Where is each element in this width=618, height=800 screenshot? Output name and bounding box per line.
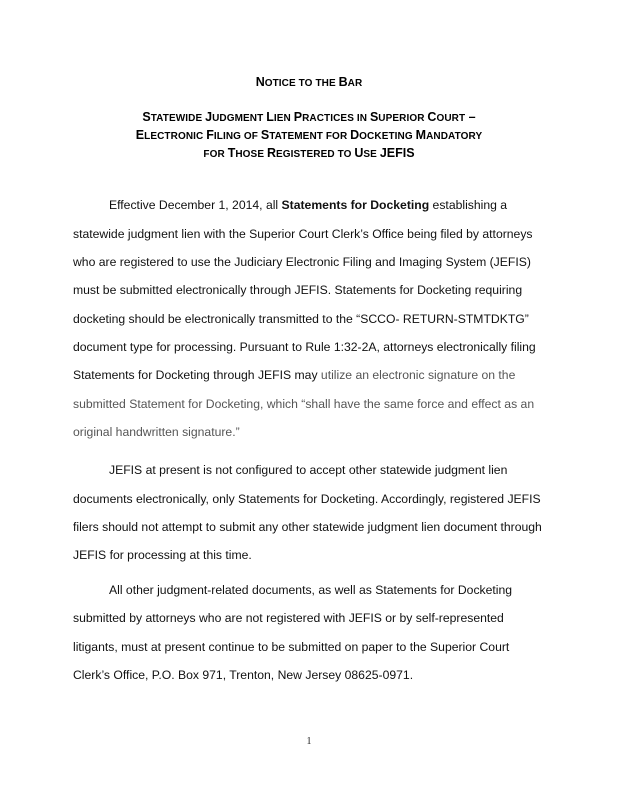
p2-line-4: JEFIS for processing at this time. xyxy=(73,548,252,562)
page-number: 1 xyxy=(306,736,312,747)
p3-line-2: submitted by attorneys who are not registered with JEFIS or by self-represented xyxy=(73,611,504,625)
p2-line-3: filers should not attempt to submit any other statewide judgment lien document through xyxy=(73,520,542,534)
p1-line-7: Statements for Docketing through JEFIS may utilize an electronic signature on the xyxy=(73,368,516,382)
notice-title: NOTICE TO THE BAR xyxy=(255,75,363,89)
subtitle-line-1: STATEWIDE JUDGMENT LIEN PRACTICES IN SUPERIOR COURT – xyxy=(142,110,476,124)
p1-line-4: must be submitted electronically through JEFIS. Statements for Docketing requiring xyxy=(73,283,523,297)
p1-line-9: original handwritten signature.” xyxy=(73,425,240,439)
subtitle-line-3: FOR THOSE REGISTERED TO USE JEFIS xyxy=(203,146,415,160)
p2-line-2: documents electronically, only Statements for Docketing. Accordingly, registered JEFIS xyxy=(73,492,541,506)
p1-line-1: Effective December 1, 2014, all Statements for Docketing establishing a xyxy=(109,198,508,212)
p3-line-4: Clerk’s Office, P.O. Box 971, Trenton, New Jersey 08625-0971. xyxy=(73,668,414,682)
p1-line-2: statewide judgment lien with the Superior Court Clerk’s Office being filed by attorneys xyxy=(73,227,533,241)
p1-line-6: document type for processing. Pursuant to Rule 1:32-2A, attorneys electronically filing xyxy=(73,340,536,354)
subtitle-line-2: ELECTRONIC FILING OF STATEMENT FOR DOCKETING MANDATORY xyxy=(135,128,483,142)
p1-line-5: docketing should be electronically transmitted to the “SCCO- RETURN-STMTDKTG” xyxy=(73,312,529,326)
p3-line-1: All other judgment-related documents, as well as Statements for Docketing xyxy=(109,583,513,597)
p3-line-3: litigants, must at present continue to be submitted on paper to the Superior Court xyxy=(73,640,510,654)
p2-line-1: JEFIS at present is not configured to accept other statewide judgment lien xyxy=(109,463,508,477)
p1-line-8: submitted Statement for Docketing, which “shall have the same force and effect as an xyxy=(73,397,535,411)
statements-for-docketing-bold: Statements for Docketing xyxy=(281,198,430,212)
p1-line-3: who are registered to use the Judiciary Electronic Filing and Imaging System (JEFIS) xyxy=(73,255,531,269)
